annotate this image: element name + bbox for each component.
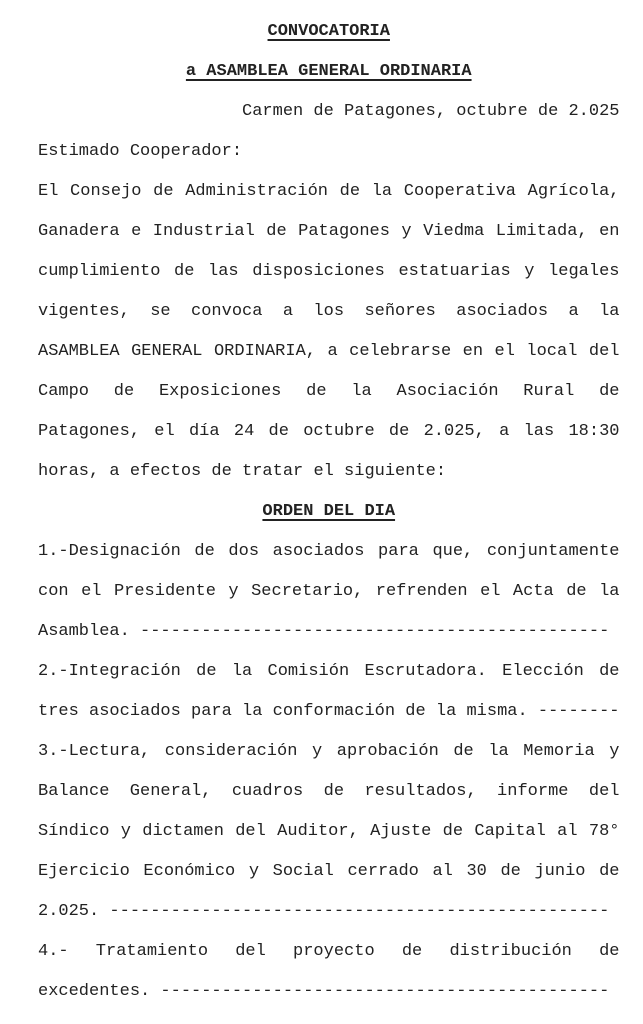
agenda-item-1: 1.-Designación de dos asociados para que, conjuntamente con el Presidente y Secretario, refrenden el Acta de la Asamblea. ---------------------------------------------- <box>38 542 620 641</box>
agenda-item-2: 2.-Integración de la Comisión Escrutadora. Elección de tres asociados para la conformación de la misma. -------- <box>38 662 620 721</box>
document-subtitle <box>38 52 619 92</box>
agenda-title-text: ORDEN DEL DIA <box>262 502 396 521</box>
agenda-item-4: 4.- Tratamiento del proyecto de distribución de excedentes. -------------------------------------------- <box>38 942 620 1001</box>
document-content <box>38 12 619 1012</box>
salutation: Estimado Cooperador: <box>38 142 243 161</box>
dateline: Carmen de Patagones, octubre de 2.025 <box>242 102 620 121</box>
agenda-item-3: 3.-Lectura, consideración y aprobación de la Memoria y Balance General, cuadros de resultados, informe del Síndico y dictamen del Auditor, Ajuste de Capital al 78° Ejercicio Económico y Social cerrado al 30 de junio de 2.025. ------------------------------------------------- <box>38 742 620 921</box>
document-subtitle-text: a ASAMBLEA GENERAL ORDINARIA <box>185 62 472 81</box>
document-title-text: CONVOCATORIA <box>267 22 390 41</box>
intro-paragraph: El Consejo de Administración de la Cooperativa Agrícola, Ganadera e Industrial de Patagones y Viedma Limitada, en cumplimiento de las disposiciones estatuarias y legales vigentes, se convoca a los señores asociados a la ASAMBLEA GENERAL ORDINARIA, a celebrarse en el local del Campo de Exposiciones de la Asociación Rural de Patagones, el día 24 de octubre de 2.025, a las 18:30 horas, a efectos de tratar el siguiente: <box>38 182 620 481</box>
agenda-title <box>38 492 619 532</box>
document-title <box>38 12 619 52</box>
